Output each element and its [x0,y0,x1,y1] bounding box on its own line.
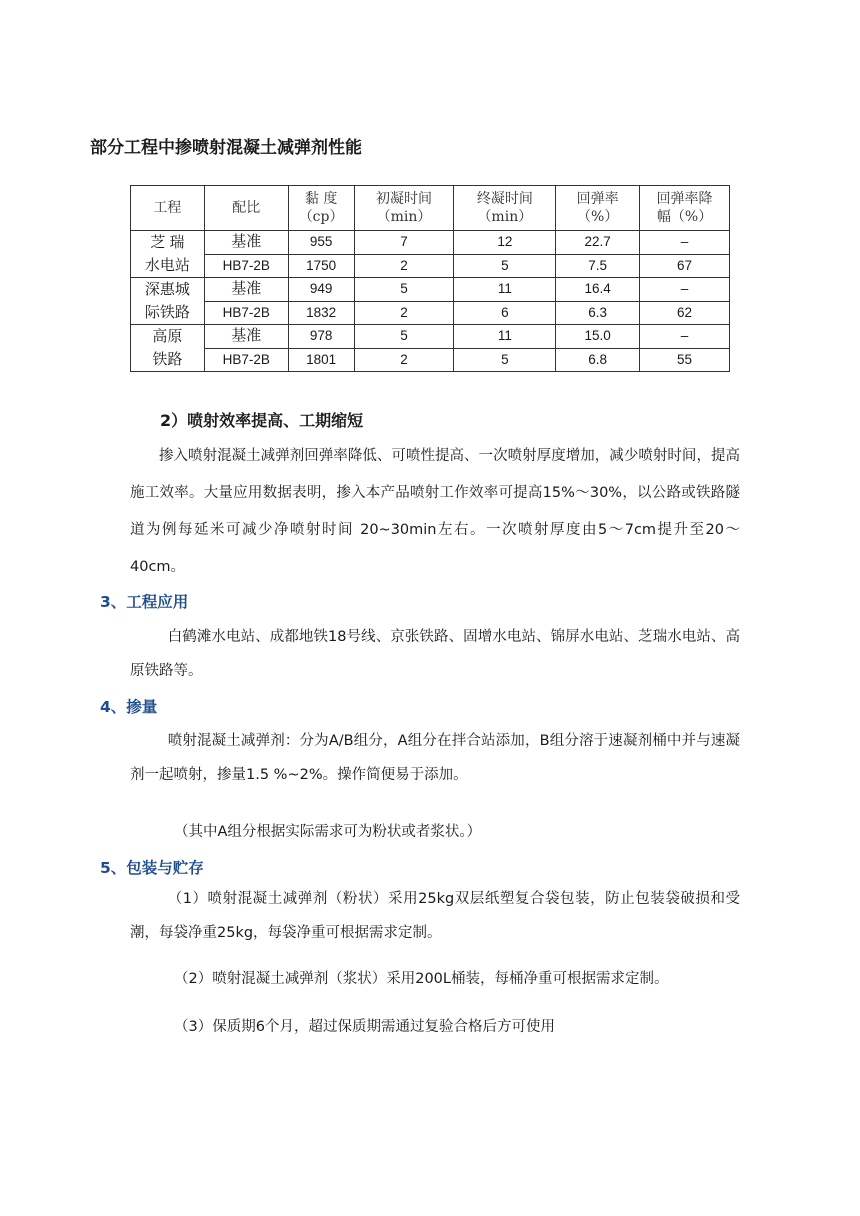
table-cell: 6.8 [556,348,640,372]
header-text: 初凝时间 [375,191,432,207]
table-header-cell [204,186,288,231]
table-cell: 5 [354,278,454,302]
table-cell: 7 [354,231,454,255]
table-cell: 5 [454,348,556,372]
table-cell: 5 [454,254,556,278]
table-cell: 11 [454,325,556,349]
project-cell [131,278,205,325]
table-cell: 949 [288,278,354,302]
table-header-cell [556,186,640,231]
table-row [131,325,730,349]
table-row [131,348,730,372]
table-cell: HB7-2B [204,348,288,372]
project-cell [131,231,205,278]
header-text: 幅（%） [656,209,713,225]
section-4-heading: 4、掺量 [100,698,158,716]
project-name-line: 际铁路 [144,304,190,321]
project-cell [131,325,205,372]
project-name-line: 铁路 [152,351,183,368]
section-5-item-3: （3）保质期6个月，超过保质期需通过复验合格后方可使用 [174,1019,555,1035]
project-name-line: 水电站 [144,257,190,274]
header-text: 黏 度 [304,191,338,207]
table-cell: 15.0 [556,325,640,349]
table-row [131,231,730,255]
table-cell: HB7-2B [204,301,288,325]
section-5-item-2: （2）喷射混凝土减弹剂（浆状）采用200L桶装，每桶净重可根据需求定制。 [174,971,669,987]
header-text: 配比 [232,200,261,216]
table-header-cell [131,186,205,231]
section-2-body: 掺入喷射混凝土减弹剂回弹率降低、可喷性提高、一次喷射厚度增加，减少喷射时间，提高施工效率。大量应用数据表明，掺入本产品喷射工作效率可提高15%～30%，以公路或铁路隧道为例每延米可减少净喷射时间 20~30min左右。一次喷射厚度由5～7cm提升至20～40cm。 [130,448,740,575]
table-cell: 基准 [204,231,288,255]
table-cell: 基准 [204,325,288,349]
table-cell: 55 [640,348,730,372]
table-header-cell [454,186,556,231]
table-header-cell [640,186,730,231]
table-cell: 11 [454,278,556,302]
section-4-note: （其中A组分根据实际需求可为粉状或者浆状。） [174,824,482,840]
project-name-line: 芝 瑞 [150,234,185,251]
table-cell: HB7-2B [204,254,288,278]
table-cell: 22.7 [556,231,640,255]
table-cell: 1832 [288,301,354,325]
table-cell: 2 [354,254,454,278]
table-row [131,301,730,325]
table-cell: 基准 [204,278,288,302]
table-header-cell [354,186,454,231]
table-row [131,254,730,278]
table-row [131,278,730,302]
section-3-body: 白鹤滩水电站、成都地铁18号线、京张铁路、固增水电站、锦屏水电站、芝瑞水电站、高原铁路等。 [130,629,740,679]
table-cell: 6 [454,301,556,325]
section-4-body: 喷射混凝土减弹剂：分为A/B组分，A组分在拌合站添加，B组分溶于速凝剂桶中并与速凝剂一起喷射，掺量1.5 %~2%。操作简便易于添加。 [130,733,740,783]
table-cell: 67 [640,254,730,278]
header-text: 回弹率 [576,191,619,207]
table-cell: 16.4 [556,278,640,302]
section-5-item-1: （1）喷射混凝土减弹剂（粉状）采用25kg双层纸塑复合袋包装，防止包装袋破损和受潮，每袋净重25kg，每袋净重可根据需求定制。 [130,891,740,941]
table-cell: – [640,278,730,302]
table-cell: 955 [288,231,354,255]
header-text: （cp） [298,209,344,225]
table-cell: 12 [454,231,556,255]
section-5-heading: 5、包装与贮存 [100,859,204,877]
header-text: （min） [376,209,432,225]
header-text: 终凝时间 [476,191,533,207]
section-3-heading: 3、工程应用 [100,593,189,611]
table-header-cell [288,186,354,231]
header-text: （min） [477,209,533,225]
document-title: 部分工程中掺喷射混凝土减弹剂性能 [90,138,362,158]
table-cell: 2 [354,348,454,372]
header-text: 工程 [153,200,182,216]
header-text: （%） [577,209,619,225]
table-cell: 6.3 [556,301,640,325]
table-header-row [131,186,730,231]
project-name-line: 高原 [152,328,183,345]
project-name-line: 深惠城 [144,281,190,298]
table-cell: 1801 [288,348,354,372]
table-cell: 7.5 [556,254,640,278]
table-cell: – [640,325,730,349]
table-cell: 62 [640,301,730,325]
section-2-heading: 2）喷射效率提高、工期缩短 [160,411,364,430]
table-cell: 978 [288,325,354,349]
performance-table [130,185,730,372]
table-cell: 2 [354,301,454,325]
table-cell: – [640,231,730,255]
table-cell: 5 [354,325,454,349]
table-cell: 1750 [288,254,354,278]
header-text: 回弹率降 [656,191,713,207]
